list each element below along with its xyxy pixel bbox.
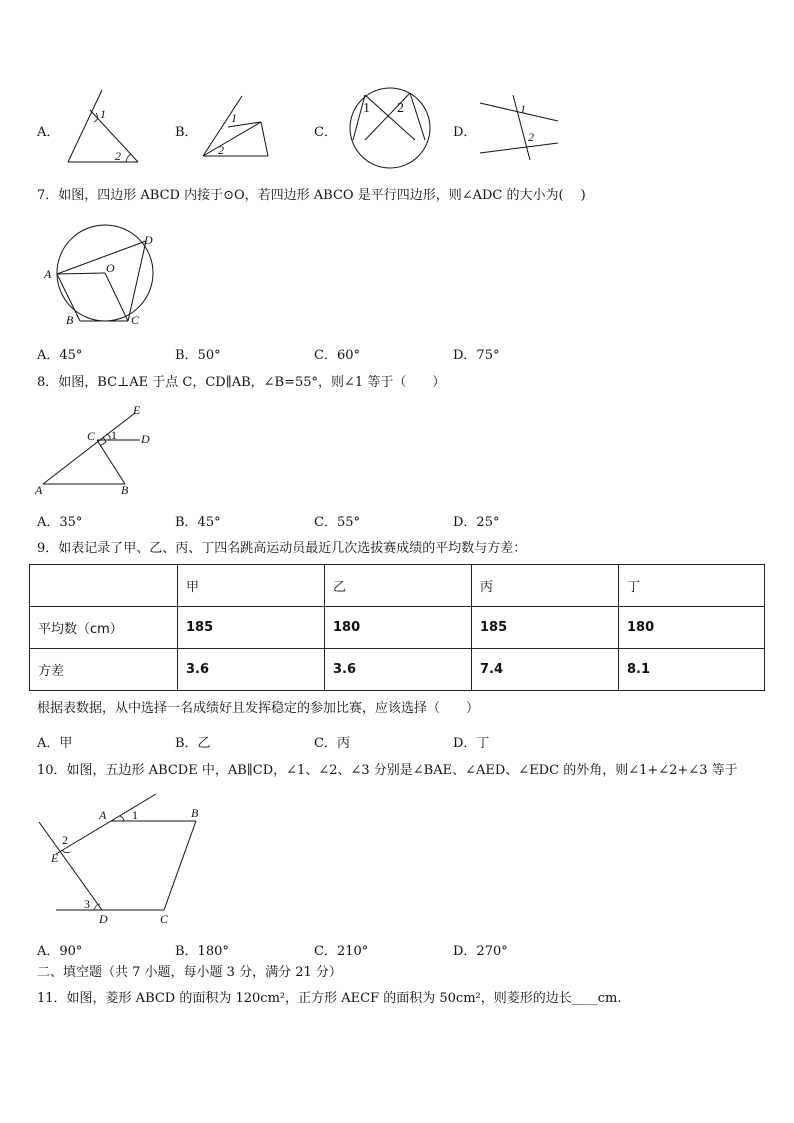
q6a-label-2: 2 xyxy=(115,149,121,163)
table-cell: 180 xyxy=(325,607,472,649)
table-cell: 丙 xyxy=(472,565,619,607)
section-heading: 二、填空题（共 7 小题，每小题 3 分，满分 21 分） xyxy=(37,965,342,980)
q10-figure xyxy=(36,792,211,932)
q9-option-d: D．丁 xyxy=(453,736,490,751)
q10-stem: 10．如图，五边形 ABCDE 中，AB∥CD，∠1、∠2、∠3 分别是∠BAE、∠AED、∠EDC 的外角，则∠1+∠2+∠3 等于 xyxy=(37,763,738,778)
q9-option-a: A．甲 xyxy=(37,736,73,751)
q6b-label-2: 2 xyxy=(218,143,224,157)
q9-option-c: C．丙 xyxy=(314,736,350,751)
q9-table xyxy=(29,564,765,691)
q6c-label-1: 1 xyxy=(363,101,370,116)
q8-label-b: B xyxy=(121,483,129,497)
q6-option-c: C． xyxy=(314,125,337,140)
q7-label-o: O xyxy=(106,261,115,275)
q6-figure-c xyxy=(345,85,435,170)
table-cell: 180 xyxy=(619,607,765,649)
q9-followup: 根据表数据，从中选择一名成绩好且发挥稳定的参加比赛，应该选择（ ） xyxy=(37,701,480,716)
q6-option-d: D． xyxy=(453,125,477,140)
q8-label-d: D xyxy=(141,432,150,446)
q8-option-d: D．25° xyxy=(453,515,500,530)
q8-option-a: A．35° xyxy=(37,515,83,530)
table-cell: 185 xyxy=(178,607,325,649)
q6-figure-d xyxy=(478,95,568,160)
q6-figure-b xyxy=(198,92,278,162)
q7-option-d: D．75° xyxy=(453,348,500,363)
q8-figure xyxy=(35,402,160,497)
table-cell: 3.6 xyxy=(178,649,325,691)
q10-option-a: A．90° xyxy=(37,944,83,959)
q10-label-d: D xyxy=(99,912,108,926)
q8-label-e: E xyxy=(133,403,141,417)
q6d-label-1: 1 xyxy=(520,102,526,116)
table-cell: 3.6 xyxy=(325,649,472,691)
q10-label-a: A xyxy=(99,808,107,822)
q8-option-c: C．55° xyxy=(314,515,360,530)
q6b-label-1: 1 xyxy=(231,111,237,125)
q10-label-1: 1 xyxy=(132,808,138,822)
q7-figure xyxy=(40,225,165,330)
q8-stem: 8．如图，BC⊥AE 于点 C，CD∥AB，∠B=55°，则∠1 等于（ ） xyxy=(37,375,446,390)
q6-option-a: A． xyxy=(37,125,60,140)
q7-label-b: B xyxy=(66,313,74,327)
q7-label-c: C xyxy=(131,313,140,327)
table-header-row xyxy=(30,565,765,607)
q6d-label-2: 2 xyxy=(528,130,534,144)
q7-option-a: A．45° xyxy=(37,348,83,363)
q10-label-e: E xyxy=(51,851,59,865)
q8-label-a: A xyxy=(35,483,43,497)
q10-label-2: 2 xyxy=(62,833,68,847)
q10-option-c: C．210° xyxy=(314,944,369,959)
q8-label-c: C xyxy=(87,429,96,443)
table-cell: 方差 xyxy=(30,649,178,691)
table-row xyxy=(30,607,765,649)
q10-option-d: D．270° xyxy=(453,944,508,959)
q9-stem: 9．如表记录了甲、乙、丙、丁四名跳高运动员最近几次选拔赛成绩的平均数与方差： xyxy=(37,541,527,556)
q8-option-b: B．45° xyxy=(175,515,221,530)
table-cell: 185 xyxy=(472,607,619,649)
table-cell: 丁 xyxy=(619,565,765,607)
q6-option-b: B． xyxy=(175,125,198,140)
q6c-label-2: 2 xyxy=(397,101,404,116)
q9-option-b: B．乙 xyxy=(175,736,211,751)
q10-label-b: B xyxy=(191,806,199,820)
q10-label-c: C xyxy=(160,912,169,926)
table-cell: 平均数（cm） xyxy=(30,607,178,649)
q10-option-b: B．180° xyxy=(175,944,229,959)
q10-label-3: 3 xyxy=(84,897,90,911)
q7-label-a: A xyxy=(44,267,52,281)
table-cell: 甲 xyxy=(178,565,325,607)
table-cell: 乙 xyxy=(325,565,472,607)
table-cell xyxy=(30,565,178,607)
q7-option-b: B．50° xyxy=(175,348,221,363)
q11-stem: 11．如图，菱形 ABCD 的面积为 120cm²，正方形 AECF 的面积为 50cm²，则菱形的边长____cm. xyxy=(37,991,622,1006)
q7-stem: 7．如图，四边形 ABCD 内接于⊙O，若四边形 ABCO 是平行四边形，则∠ADC 的大小为( ) xyxy=(37,188,586,203)
table-cell: 8.1 xyxy=(619,649,765,691)
table-cell: 7.4 xyxy=(472,649,619,691)
q7-option-c: C．60° xyxy=(314,348,360,363)
q6a-label-1: 1 xyxy=(100,107,106,121)
q7-label-d: D xyxy=(144,233,153,247)
q8-label-1: 1 xyxy=(111,428,117,442)
table-row xyxy=(30,649,765,691)
q6-figure-a xyxy=(60,88,145,168)
